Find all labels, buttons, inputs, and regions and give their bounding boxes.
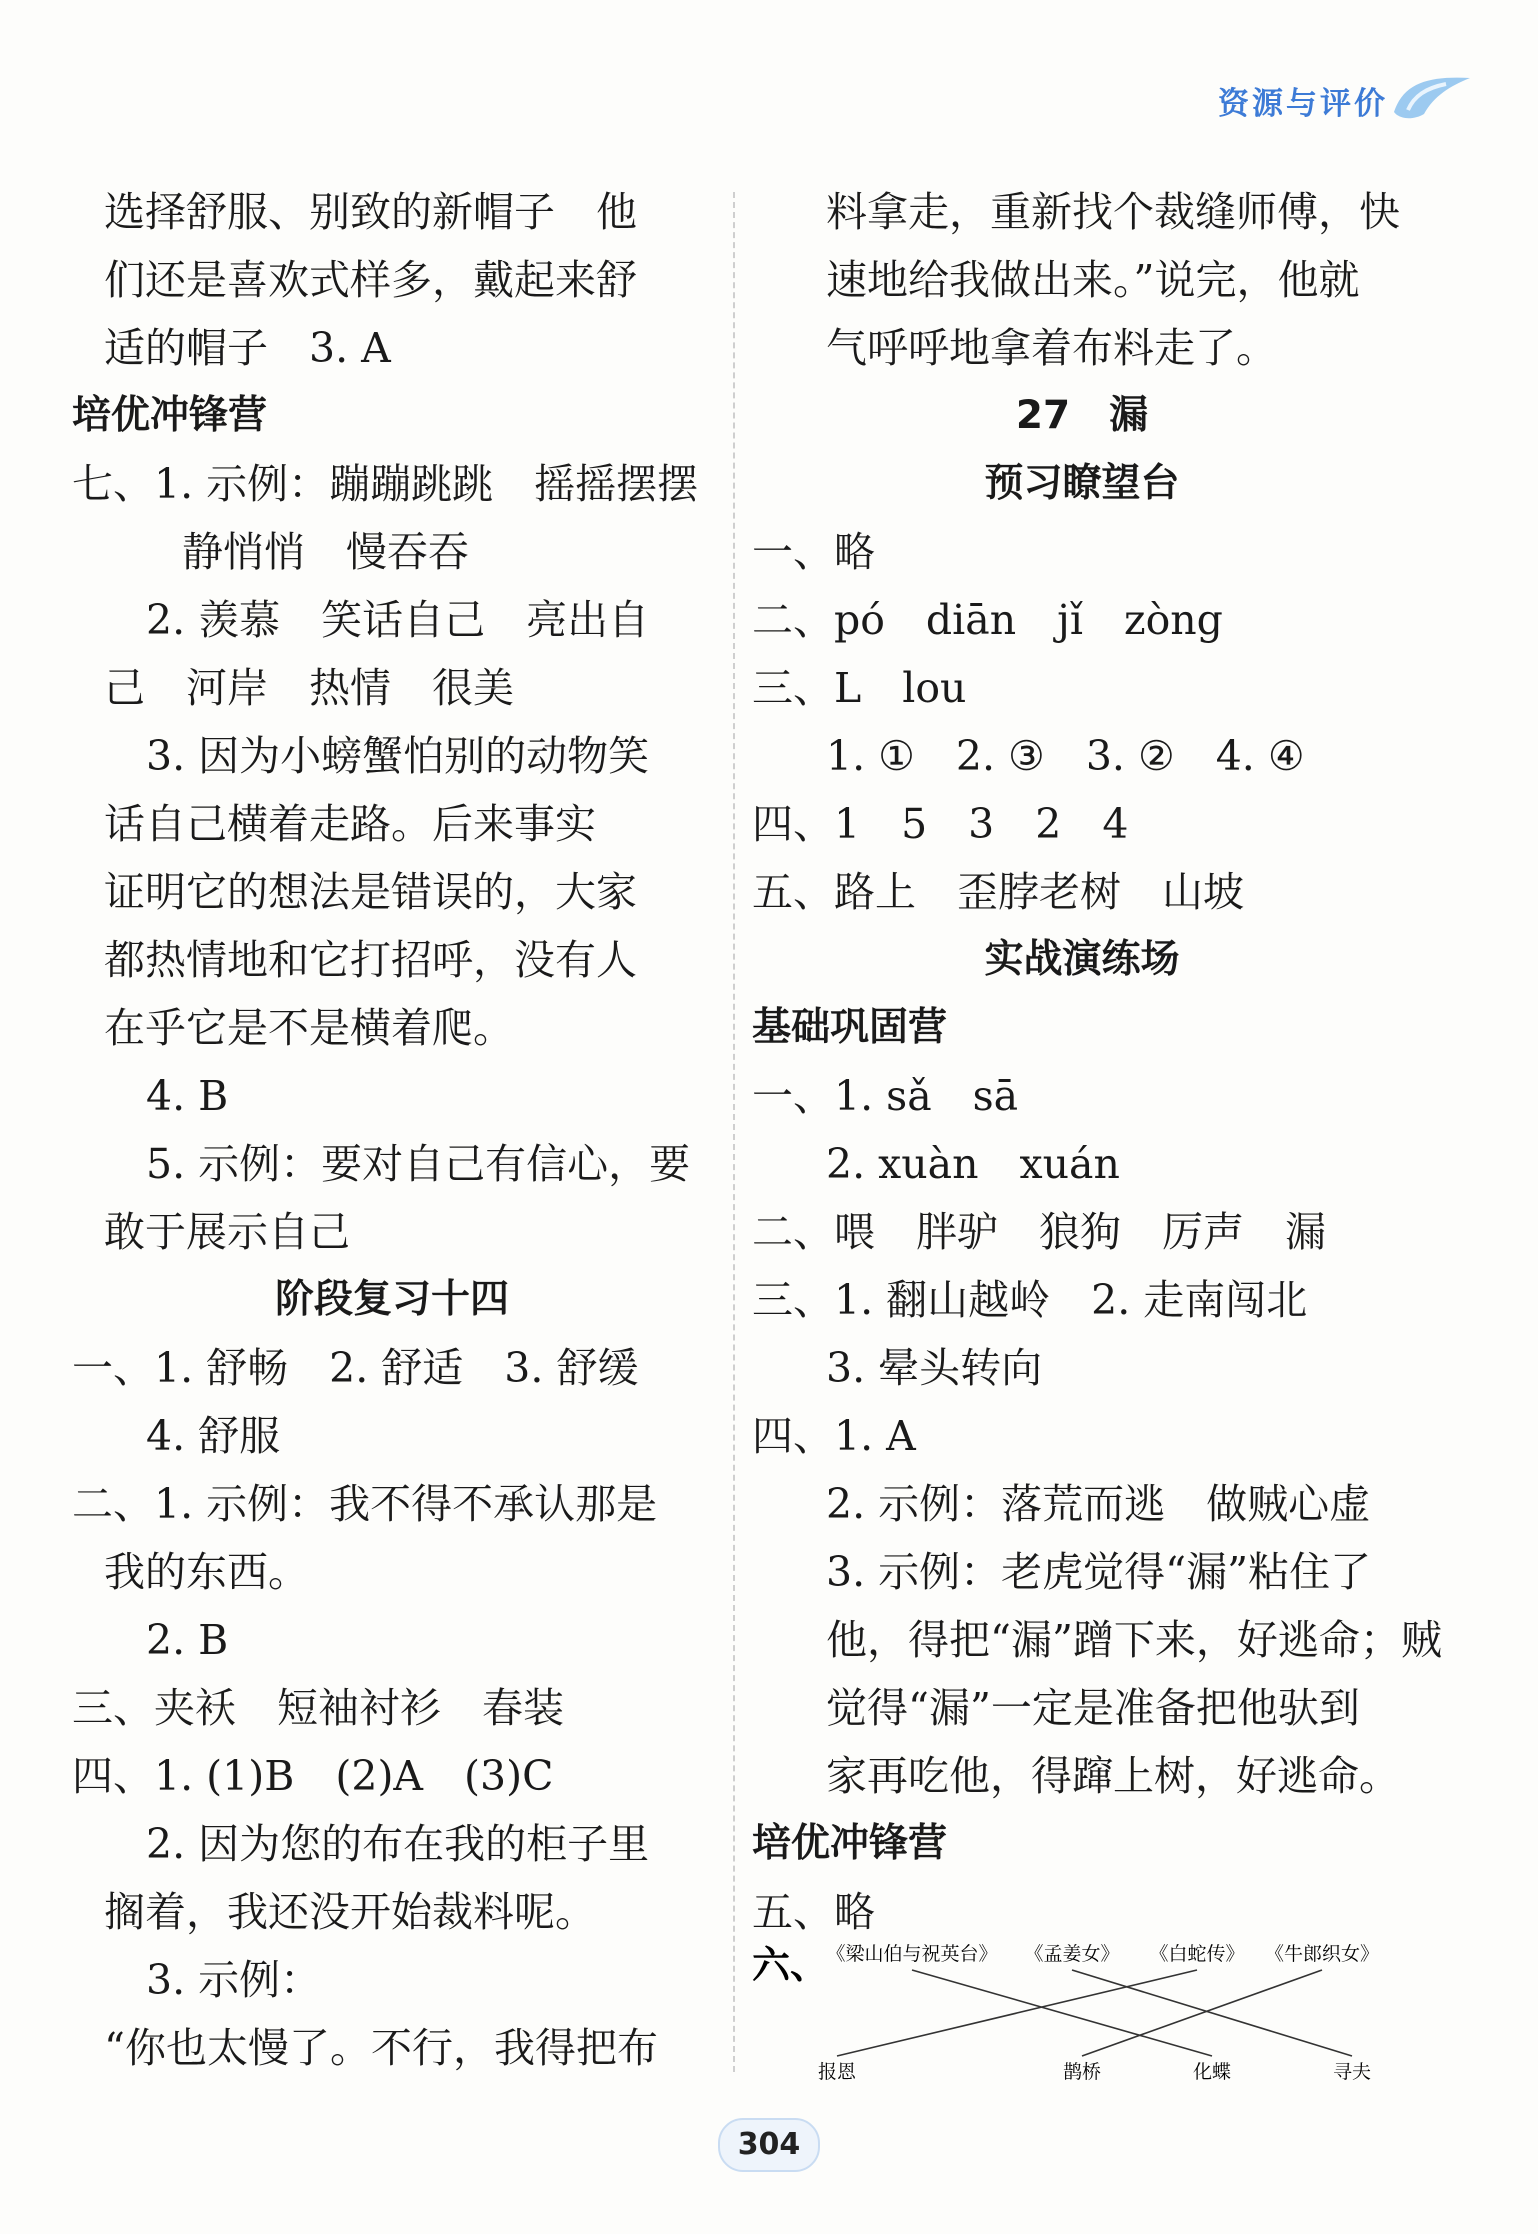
answer-line: 他，得把“漏”蹭下来，好逃命；贼 (826, 1616, 1442, 1664)
right-column (752, 178, 1442, 1946)
matching-bottom-item: 鹊桥 (1062, 2061, 1102, 2083)
section-heading: 基础巩固营 (752, 1005, 948, 1050)
answer-line: 2. xuàn xuán (826, 1140, 1120, 1188)
answer-line: 搁着，我还没开始裁料呢。 (104, 1888, 596, 1936)
section-heading: 27 漏 (1015, 393, 1149, 438)
answer-line: 2. 羡慕 笑话自己 亮出自 (146, 596, 650, 644)
answer-line: 速地给我做出来。”说完，他就 (826, 256, 1360, 304)
matching-line (837, 1970, 1197, 2056)
answer-line: 都热情地和它打招呼，没有人 (104, 936, 637, 984)
matching-bottom-item: 化蝶 (1192, 2061, 1232, 2083)
answer-line: 三、夹袄 短袖衬衫 春装 (72, 1684, 564, 1732)
answer-line: 4. 舒服 (146, 1412, 281, 1460)
matching-top-item: 《孟姜女》 (1024, 1943, 1120, 1965)
answer-line: 料拿走，重新找个裁缝师傅，快 (826, 188, 1400, 236)
header-title: 资源与评价 (1218, 86, 1388, 122)
matching-bottom-item: 报恩 (817, 2061, 857, 2083)
answer-line: “你也太慢了。不行，我得把布 (104, 2024, 658, 2072)
answer-line: 敢于展示自己 (104, 1208, 350, 1256)
answer-line: 适的帽子 3. A (104, 324, 391, 372)
answer-line: 觉得“漏”一定是准备把他驮到 (826, 1684, 1360, 1732)
answer-line: 一、1. sǎ sā (752, 1072, 1019, 1120)
answer-line: 3. 示例： (146, 1956, 322, 2004)
answer-line: 2. 因为您的布在我的柜子里 (146, 1820, 650, 1868)
matching-line (1072, 1970, 1352, 2056)
answer-line: 2. B (146, 1616, 229, 1664)
page-number: 304 (718, 2118, 820, 2172)
section-heading: 阶段复习十四 (274, 1277, 509, 1322)
answer-line: 一、1. 舒畅 2. 舒适 3. 舒缓 (72, 1344, 639, 1392)
answer-line: 二、pó diān jǐ zòng (752, 596, 1223, 644)
answer-line: 二、1. 示例：我不得不承认那是 (72, 1480, 658, 1528)
answer-line: 1. ① 2. ③ 3. ② 4. ④ (826, 732, 1305, 780)
answer-line: 2. 示例：落荒而逃 做贼心虚 (826, 1480, 1371, 1528)
answer-line: 家再吃他，得蹿上树，好逃命。 (826, 1752, 1400, 1800)
answer-line: 们还是喜欢式样多，戴起来舒 (104, 256, 637, 304)
answer-line: 在乎它是不是横着爬。 (104, 1004, 514, 1052)
column-divider (733, 192, 735, 2072)
matching-top-item: 《梁山伯与祝英台》 (826, 1943, 998, 1965)
section-heading: 培优冲锋营 (72, 393, 268, 438)
section-heading: 培优冲锋营 (752, 1821, 948, 1866)
answer-line: 选择舒服、别致的新帽子 他 (104, 188, 637, 236)
left-column (72, 178, 712, 2082)
answer-line: 七、1. 示例：蹦蹦跳跳 摇摇摆摆 (72, 460, 699, 508)
answer-line: 四、1 5 3 2 4 (752, 800, 1129, 848)
matching-label: 六、 (752, 1942, 829, 1987)
matching-line (1082, 1970, 1322, 2056)
answer-line: 3. 示例：老虎觉得“漏”粘住了 (826, 1548, 1372, 1596)
answer-line: 4. B (146, 1072, 229, 1120)
answer-line: 四、1. A (752, 1412, 916, 1460)
matching-figure (752, 1938, 1402, 2088)
answer-line: 5. 示例：要对自己有信心，要 (146, 1140, 691, 1188)
answer-line: 五、略 (752, 1888, 875, 1936)
answer-line: 四、1. (1)B (2)A (3)C (72, 1752, 554, 1800)
answer-line: 气呼呼地拿着布料走了。 (826, 324, 1277, 372)
section-heading: 预习瞭望台 (984, 461, 1180, 506)
matching-line (912, 1970, 1212, 2056)
matching-top-item: 《牛郎织女》 (1264, 1943, 1380, 1965)
answer-line: 话自己横着走路。后来事实 (104, 800, 596, 848)
answer-line: 三、L lou (752, 664, 967, 712)
header-drop-icon (1390, 72, 1472, 122)
answer-line: 二、喂 胖驴 狼狗 厉声 漏 (752, 1208, 1326, 1256)
answer-line: 我的东西。 (104, 1548, 309, 1596)
answer-line: 己 河岸 热情 很美 (104, 664, 514, 712)
answer-line: 五、路上 歪脖老树 山坡 (752, 868, 1244, 916)
section-heading: 实战演练场 (984, 937, 1180, 982)
answer-line: 三、1. 翻山越岭 2. 走南闯北 (752, 1276, 1308, 1324)
matching-top-item: 《白蛇传》 (1149, 1943, 1245, 1965)
answer-line: 3. 晕头转向 (826, 1344, 1043, 1392)
answer-line: 3. 因为小螃蟹怕别的动物笑 (146, 732, 650, 780)
matching-bottom-item: 寻夫 (1332, 2061, 1372, 2083)
answer-line: 一、略 (752, 528, 875, 576)
answer-line: 静悄悄 慢吞吞 (182, 528, 469, 576)
answer-line: 证明它的想法是错误的，大家 (104, 868, 637, 916)
